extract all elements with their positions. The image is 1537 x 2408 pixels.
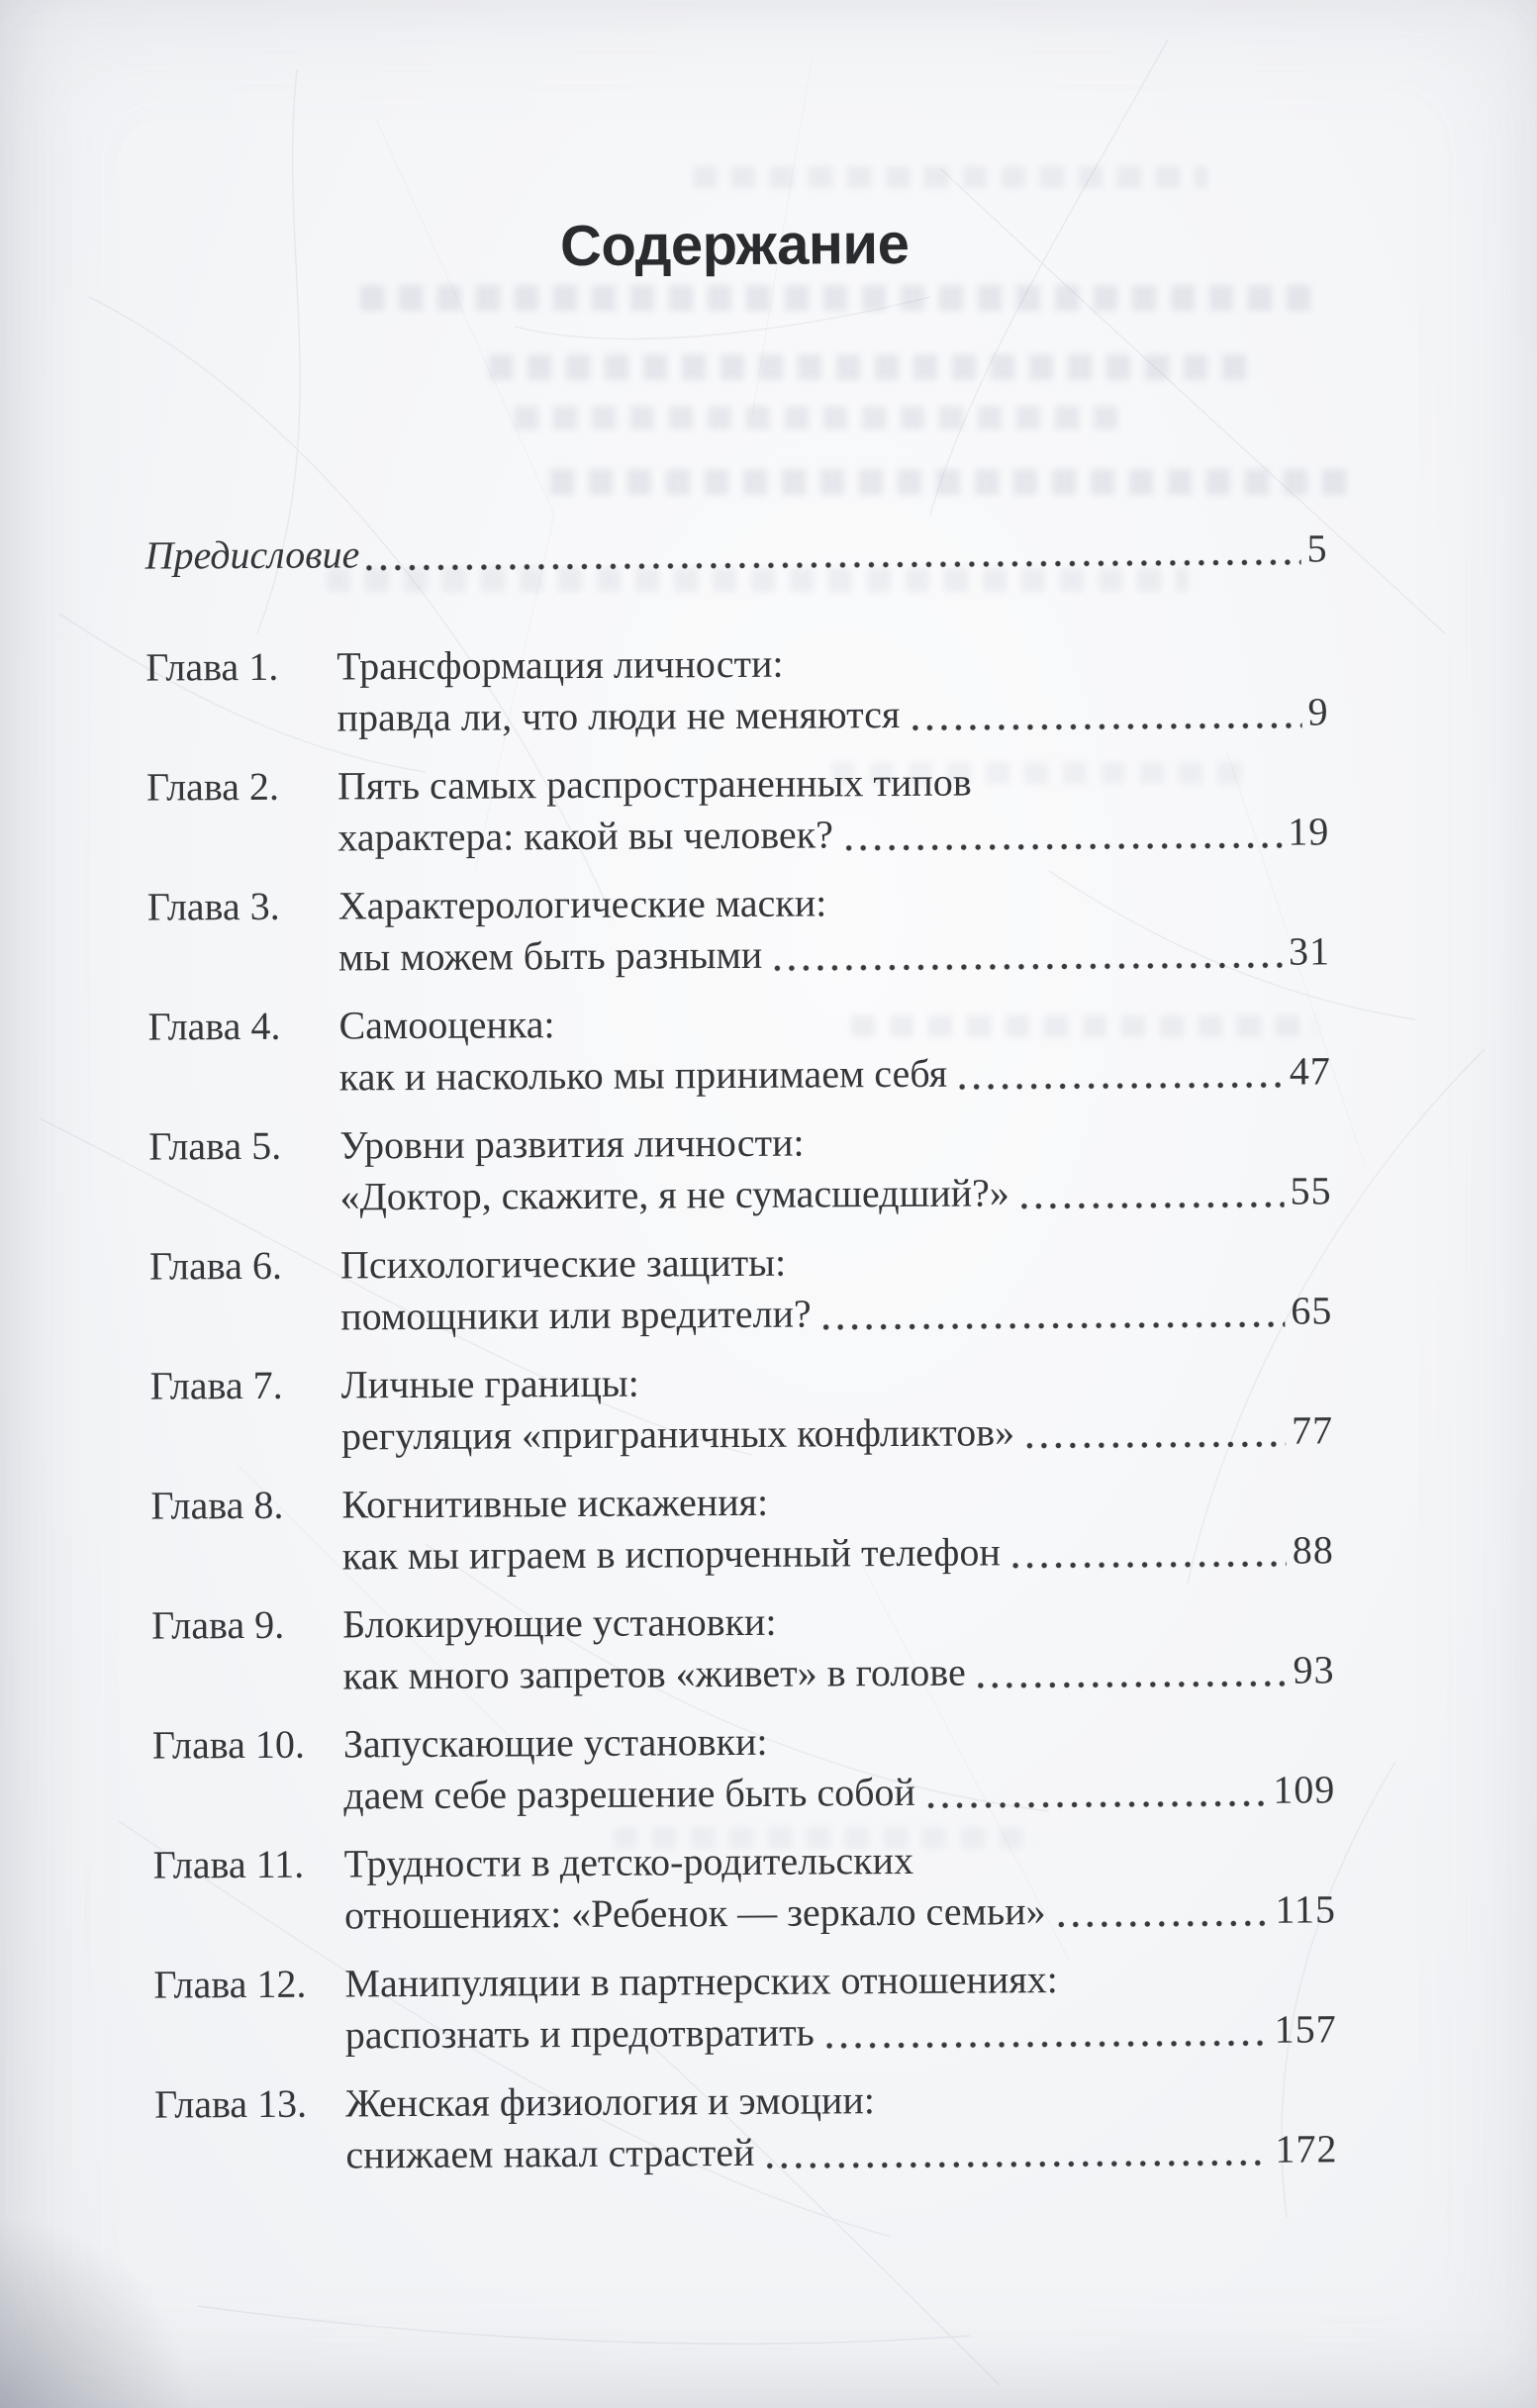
chapter-subtitle-row — [339, 1165, 1331, 1222]
chapter-label: Глава 11. — [152, 1841, 305, 1887]
dotted-leader — [1009, 1561, 1287, 1570]
toc-entry — [154, 2071, 1338, 2181]
chapter-body — [343, 1712, 1336, 1821]
chapter-page-number: 9 — [1307, 689, 1329, 734]
page-title: Содержание — [559, 211, 910, 279]
chapter-page-number: 115 — [1275, 1886, 1337, 1932]
chapter-body — [338, 994, 1331, 1103]
dotted-leader — [955, 1082, 1284, 1091]
dotted-leader — [361, 559, 1300, 572]
dotted-leader — [974, 1681, 1288, 1689]
toc-entry — [150, 1353, 1334, 1463]
chapter-page-number: 65 — [1291, 1288, 1333, 1333]
chapter-subtitle: «Доктор, скажите, я не сумасшедший?» — [339, 1170, 1009, 1219]
page-corner-shadow — [0, 2190, 218, 2408]
toc-entry — [153, 1952, 1337, 2062]
dotted-leader — [819, 1321, 1286, 1331]
chapter-title: Когнитивные искажения: — [341, 1479, 769, 1527]
toc-entry — [147, 874, 1331, 984]
chapter-subtitle: отношениях: «Ребенок — зеркало семьи» — [343, 1888, 1046, 1938]
toc-entry — [148, 1113, 1332, 1223]
chapter-title: Характерологические маски: — [337, 880, 827, 928]
chapter-label: Глава 5. — [148, 1122, 282, 1169]
chapter-subtitle-row — [336, 686, 1328, 743]
toc-entry — [153, 1832, 1337, 1942]
chapter-subtitle-row — [345, 2123, 1337, 2180]
chapter-label: Глава 8. — [150, 1482, 284, 1528]
chapter-page-number: 93 — [1293, 1647, 1335, 1692]
preface-label: Предисловие — [144, 531, 360, 578]
dotted-leader — [822, 2040, 1269, 2050]
chapter-subtitle: регуляция «приграничных конфликтов» — [340, 1409, 1015, 1459]
dotted-leader — [923, 1800, 1267, 1809]
chapter-label: Глава 6. — [148, 1242, 283, 1289]
chapter-page-number: 47 — [1289, 1048, 1331, 1094]
chapter-subtitle: как мы играем в испорченный телефон — [341, 1529, 1001, 1579]
preface-page-number: 5 — [1306, 526, 1328, 571]
bleed-through-line — [693, 166, 1207, 188]
dotted-leader — [841, 842, 1282, 852]
chapter-page-number: 31 — [1288, 928, 1331, 974]
chapter-subtitle: как и насколько мы принимаем себя — [338, 1050, 948, 1100]
chapter-title: Психологические защиты: — [339, 1239, 787, 1288]
toc-entry — [149, 1233, 1333, 1343]
toc-entry — [145, 634, 1329, 744]
chapter-body — [341, 1473, 1334, 1582]
chapter-body — [341, 1353, 1334, 1462]
chapter-page-number: 19 — [1288, 809, 1330, 854]
chapter-subtitle: даем себе разрешение быть собой — [343, 1769, 916, 1818]
chapter-label: Глава 10. — [151, 1721, 306, 1768]
chapter-body — [345, 2071, 1338, 2180]
dotted-leader — [1017, 1202, 1285, 1210]
toc-entry — [147, 994, 1331, 1104]
chapter-subtitle-row — [342, 1644, 1334, 1701]
chapter-title: Самооценка: — [338, 1002, 555, 1048]
chapter-page-number: 172 — [1275, 2126, 1338, 2171]
chapter-subtitle: мы можем быть разными — [337, 931, 763, 980]
chapter-title: Манипуляции в партнерских отношениях: — [344, 1957, 1058, 2006]
chapter-subtitle-row — [338, 925, 1330, 983]
chapter-page-number: 55 — [1290, 1168, 1332, 1213]
chapter-subtitle: распознать и предотвратить — [344, 2009, 815, 2058]
dotted-leader — [770, 962, 1283, 972]
chapter-subtitle-row — [343, 1764, 1335, 1821]
chapter-title: Трансформация личности: — [336, 640, 784, 689]
chapter-label: Глава 13. — [154, 2080, 308, 2127]
toc-entry — [150, 1473, 1334, 1583]
chapter-title: Уровни развития личности: — [339, 1119, 805, 1168]
chapter-title: Женская физиология и эмоции: — [345, 2077, 876, 2126]
chapter-subtitle-row — [344, 1883, 1336, 1941]
chapter-subtitle-row — [345, 2003, 1337, 2061]
chapter-label: Глава 2. — [145, 763, 280, 810]
chapter-page-number: 157 — [1274, 2006, 1337, 2052]
chapter-title: Личные границы: — [340, 1360, 639, 1407]
chapter-label: Глава 3. — [146, 883, 280, 929]
toc-entry — [152, 1712, 1336, 1822]
dotted-leader — [908, 722, 1301, 731]
chapter-body — [336, 634, 1329, 743]
chapter-subtitle-row — [339, 1045, 1331, 1103]
chapter-body — [340, 1233, 1333, 1342]
toc-entry — [151, 1592, 1335, 1702]
chapter-subtitle: помощники или вредители? — [340, 1291, 812, 1339]
chapter-subtitle: снижаем накал страстей — [345, 2129, 755, 2177]
chapter-title: Трудности в детско-родительских — [343, 1837, 914, 1886]
chapter-title: Запускающие установки: — [342, 1718, 768, 1767]
chapter-label: Глава 12. — [153, 1961, 307, 2007]
toc-entry — [146, 754, 1330, 864]
chapter-subtitle-row — [337, 806, 1329, 863]
chapter-subtitle: правда ли, что люди не меняются — [336, 692, 901, 740]
chapter-subtitle-row — [340, 1285, 1332, 1342]
toc-content — [144, 209, 1338, 2198]
chapter-title: Блокирующие установки: — [342, 1598, 777, 1647]
toc-list — [145, 634, 1337, 2181]
dotted-leader — [762, 2160, 1269, 2169]
chapter-label: Глава 4. — [147, 1003, 281, 1049]
chapter-label: Глава 9. — [151, 1601, 285, 1648]
dotted-leader — [1054, 1920, 1270, 1928]
chapter-page-number: 109 — [1273, 1767, 1336, 1812]
chapter-body — [339, 1113, 1332, 1222]
chapter-subtitle-row — [342, 1524, 1334, 1582]
chapter-label: Глава 1. — [145, 643, 279, 690]
chapter-body — [338, 874, 1331, 983]
chapter-page-number: 88 — [1292, 1527, 1334, 1573]
chapter-body — [344, 1832, 1337, 1941]
chapter-body — [342, 1592, 1335, 1701]
chapter-subtitle: как много запретов «живет» в голове — [342, 1649, 966, 1698]
chapter-label: Глава 7. — [149, 1362, 283, 1408]
chapter-title: Пять самых распространенных типов — [336, 759, 972, 809]
preface-entry — [144, 523, 1327, 581]
chapter-subtitle: характера: какой вы человек? — [337, 812, 834, 860]
dotted-leader — [1022, 1441, 1286, 1450]
chapter-body — [337, 754, 1330, 863]
chapter-body — [344, 1952, 1337, 2061]
chapter-page-number: 77 — [1291, 1407, 1334, 1453]
chapter-subtitle-row — [341, 1404, 1333, 1462]
